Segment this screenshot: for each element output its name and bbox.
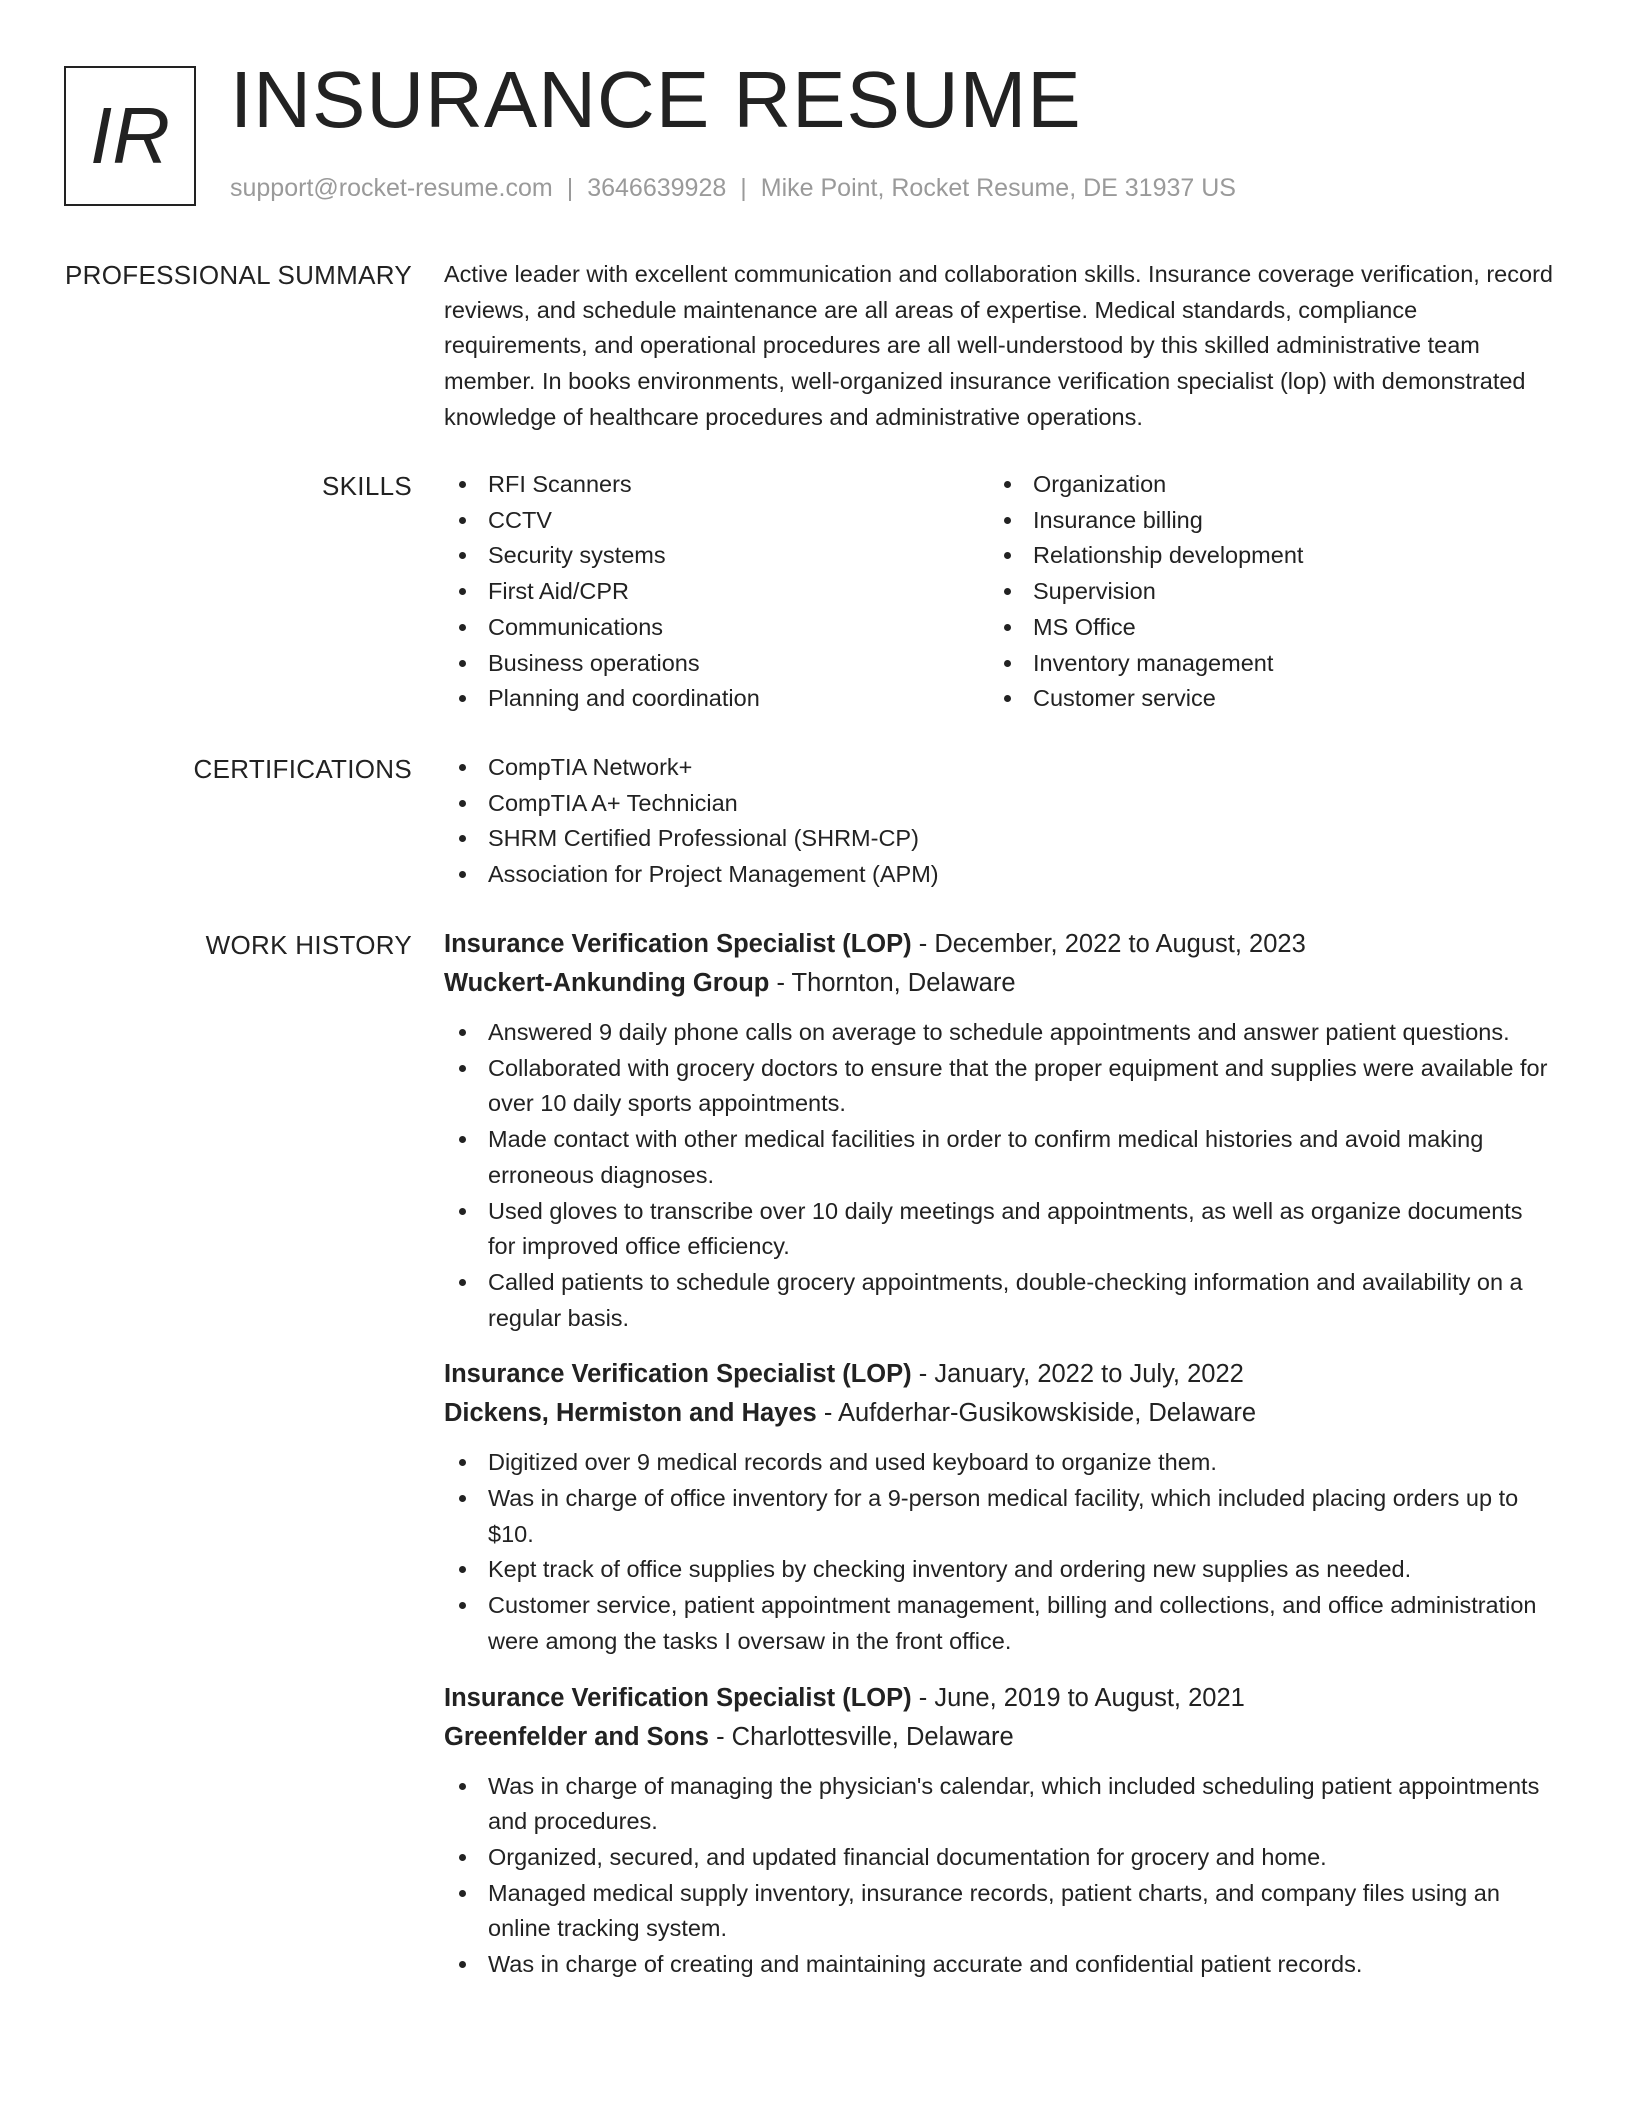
job-bullet: Managed medical supply inventory, insurance records, patient charts, and company files using an online tracking system.	[444, 1876, 1556, 1947]
monogram-logo	[64, 66, 196, 206]
skill-item: Inventory management	[989, 646, 1534, 682]
job-company-line	[444, 964, 1556, 1003]
job-bullet: Was in charge of office inventory for a 9-person medical facility, which included placing orders up to $10.	[444, 1481, 1556, 1552]
skills-body	[444, 467, 1556, 717]
skill-item: Relationship development	[989, 538, 1534, 574]
skill-item: Organization	[989, 467, 1534, 503]
job-bullet: Customer service, patient appointment management, billing and collections, and office administration were among the tasks I oversaw in the front office.	[444, 1588, 1556, 1659]
job-location: - Charlottesville, Delaware	[709, 1722, 1014, 1751]
job-bullet: Organized, secured, and updated financial documentation for grocery and home.	[444, 1840, 1556, 1876]
job-company-line	[444, 1718, 1556, 1757]
summary-body	[444, 257, 1556, 436]
job-title: Insurance Verification Specialist (LOP)	[444, 930, 912, 958]
job-dates: - June, 2019 to August, 2021	[911, 1683, 1245, 1712]
resume-title: INSURANCE RESUME	[230, 55, 1082, 144]
skills-list-right	[989, 467, 1534, 717]
skill-item: Communications	[444, 610, 989, 646]
summary-text: Active leader with excellent communication and collaboration skills. Insurance coverage verification, record reviews, and schedule maintenance are all areas of expertise. Medical standards, compliance requirements, and operational procedures are all well-understood by this skilled administrative team member. In books environments, well-organized insurance verification specialist (lop) with demonstrated knowledge of healthcare procedures and administrative operations.	[444, 261, 1553, 430]
job-bullet: Digitized over 9 medical records and used keyboard to organize them.	[444, 1445, 1556, 1481]
summary-heading: PROFESSIONAL SUMMARY	[65, 260, 412, 290]
contact-line	[230, 172, 1236, 205]
job-bullet: Kept track of office supplies by checking inventory and ordering new supplies as needed.	[444, 1552, 1556, 1588]
skill-item: Insurance billing	[989, 503, 1534, 539]
certifications-list	[444, 750, 1556, 893]
skill-item: MS Office	[989, 610, 1534, 646]
job-bullets	[444, 1015, 1556, 1336]
skills-heading: SKILLS	[322, 471, 412, 501]
job-bullets	[444, 1445, 1556, 1659]
job-company-line	[444, 1394, 1556, 1433]
skill-item: Planning and coordination	[444, 681, 989, 717]
skill-item: Customer service	[989, 681, 1534, 717]
contact-separator: |	[740, 174, 747, 202]
job-bullet: Collaborated with grocery doctors to ensure that the proper equipment and supplies were available for over 10 daily sports appointments.	[444, 1051, 1556, 1122]
work-history-heading: WORK HISTORY	[205, 930, 412, 960]
job-entry	[444, 1679, 1556, 1983]
job-bullet: Called patients to schedule grocery appointments, double-checking information and availability on a regular basis.	[444, 1265, 1556, 1336]
job-entry	[444, 1355, 1556, 1659]
skill-item: RFI Scanners	[444, 467, 989, 503]
contact-email[interactable]: support@rocket-resume.com	[230, 174, 553, 202]
certification-item: SHRM Certified Professional (SHRM-CP)	[444, 821, 1556, 857]
job-title: Insurance Verification Specialist (LOP)	[444, 1360, 912, 1389]
work-history-body	[444, 925, 1556, 1983]
certification-item: CompTIA Network+	[444, 750, 1556, 786]
job-bullet: Answered 9 daily phone calls on average to schedule appointments and answer patient questions.	[444, 1015, 1556, 1051]
job-company: Dickens, Hermiston and Hayes	[444, 1399, 817, 1428]
monogram-text: IR	[90, 91, 170, 180]
job-bullets	[444, 1769, 1556, 1983]
job-bullet: Was in charge of managing the physician's calendar, which included scheduling patient appointments and procedures.	[444, 1769, 1556, 1840]
contact-separator: |	[566, 174, 574, 202]
job-location: - Thornton, Delaware	[769, 969, 1016, 997]
certifications-heading: CERTIFICATIONS	[193, 754, 412, 784]
certification-item: CompTIA A+ Technician	[444, 786, 1556, 822]
job-dates: - January, 2022 to July, 2022	[911, 1360, 1244, 1389]
job-title-line	[444, 1355, 1556, 1394]
job-title: Insurance Verification Specialist (LOP)	[444, 1683, 912, 1712]
job-title-line	[444, 925, 1556, 964]
job-entry	[444, 925, 1556, 1336]
skill-item: Security systems	[444, 538, 989, 574]
job-location: - Aufderhar-Gusikowskiside, Delaware	[816, 1399, 1257, 1428]
skill-item: CCTV	[444, 503, 989, 539]
job-company: Wuckert-Ankunding Group	[444, 969, 770, 997]
job-dates: - December, 2022 to August, 2023	[911, 930, 1306, 958]
skill-item: First Aid/CPR	[444, 574, 989, 610]
job-company: Greenfelder and Sons	[444, 1722, 709, 1751]
job-bullet: Used gloves to transcribe over 10 daily meetings and appointments, as well as organize documents for improved office efficiency.	[444, 1194, 1556, 1265]
certifications-body	[444, 750, 1556, 893]
skill-item: Supervision	[989, 574, 1534, 610]
skills-list-left	[444, 467, 989, 717]
job-bullet: Was in charge of creating and maintaining accurate and confidential patient records.	[444, 1947, 1556, 1983]
contact-address: Mike Point, Rocket Resume, DE 31937 US	[760, 174, 1236, 202]
job-bullet: Made contact with other medical facilities in order to confirm medical histories and avoid making erroneous diagnoses.	[444, 1122, 1556, 1193]
certification-item: Association for Project Management (APM)	[444, 857, 1556, 893]
job-title-line	[444, 1679, 1556, 1718]
contact-phone[interactable]: 3646639928	[587, 174, 727, 202]
skill-item: Business operations	[444, 646, 989, 682]
